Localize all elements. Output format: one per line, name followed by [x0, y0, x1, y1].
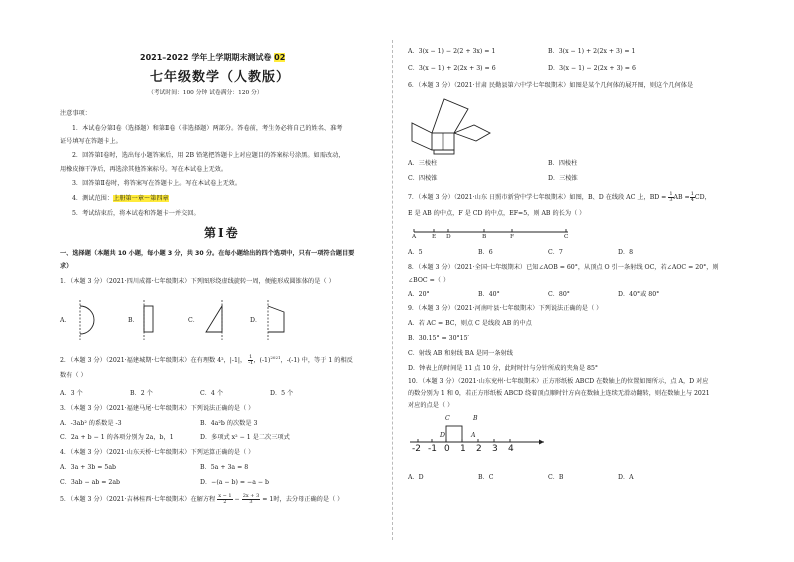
- q1-figure-b-rectangle: [138, 298, 162, 342]
- q7-point-a: A: [412, 234, 417, 240]
- column-divider: [392, 40, 393, 540]
- q1-stem: 1．（本题 3 分）（2021·四川成都·七年级期末）下列图形绕虚线旋转一周，便能形成圆锥体的是（ ）: [60, 278, 335, 285]
- q2-stem-a: 2．（本题 3 分）（2021·福建城期·七年级期末）在有理数 4²，|-1|，: [60, 357, 247, 365]
- q2-stem-d: 数有（ ）: [60, 372, 87, 379]
- q10-tick-4: 4: [508, 444, 514, 454]
- q7-point-f: F: [510, 234, 515, 240]
- note-3: 3．回答第Ⅱ卷时，将答案写在答题卡上。写在本试卷上无效。: [72, 180, 242, 187]
- q6-option-a: A．三棱柱: [408, 160, 438, 167]
- q2-frac-den: -1: [248, 360, 254, 367]
- q1-figure-c-triangle: [198, 298, 228, 342]
- q5-option-c: C．3(x − 1) + 2(2x + 3) = 6: [408, 65, 496, 72]
- exam-number: 02: [274, 53, 286, 62]
- q6-option-c: C．四棱锥: [408, 175, 438, 182]
- notes-heading: 注意事项：: [60, 110, 91, 117]
- q10-option-d: D．A: [618, 474, 634, 481]
- q7-stem-b: CD，: [694, 194, 711, 201]
- q7-stem-a: 7．（本题 3 分）（2021·山东 日照市新营中学七年级期末）如图，B、D 在线段 AC 上，BD =: [408, 194, 667, 201]
- q10-label-c: C: [445, 415, 450, 422]
- q5-fraction-1: [217, 494, 232, 505]
- q1-option-b: B．: [128, 317, 139, 324]
- q4-option-a: A．3a + 3b = 5ab: [60, 464, 117, 471]
- q3-option-d: D．多项式 x² − 1 是二次三项式: [200, 434, 290, 441]
- q9-option-d: D．钟表上的时间是 11 点 10 分，此时时针与分针所成的夹角是 85°: [408, 365, 599, 372]
- q2-frac-num: 1: [249, 354, 253, 361]
- q7-f2-den: 4: [690, 197, 694, 203]
- scope-label: 4．测试范围：: [72, 195, 114, 202]
- q10-tick-m1: -1: [428, 444, 437, 454]
- note-5: 5．考试结束后，将本试卷和答题卡一并交回。: [72, 210, 200, 217]
- q7-option-c: C．7: [548, 249, 563, 256]
- q5-fraction-2: [242, 494, 261, 505]
- q5-f1-num: x − 1: [218, 493, 232, 499]
- q2-stem: [60, 354, 353, 366]
- q5-stem: [60, 494, 343, 505]
- q7-point-c: C: [564, 234, 569, 240]
- q3-option-a: A．-3ab² 的系数是 -3: [60, 420, 122, 427]
- q1-option-d: D．: [250, 317, 262, 324]
- q6-option-b: B．四棱柱: [548, 160, 578, 167]
- q7-stem-c: E 是 AB 的中点，F 是 CD 的中点，EF=5，则 AB 的长为（ ）: [408, 210, 586, 217]
- q10-label-b: B: [473, 415, 478, 422]
- q8-option-d: D．40°或 80°: [618, 291, 660, 298]
- q8-option-b: B．40°: [478, 291, 500, 298]
- q10-tick-1: 1: [460, 444, 466, 454]
- q4-option-c: C．3ab − ab = 2ab: [60, 479, 120, 486]
- q10-tick-3: 3: [492, 444, 498, 454]
- q2-option-b: B．2 个: [130, 390, 153, 397]
- section-heading: 一、选择题（本题共 10 小题，每小题 3 分，共 30 分。在每小题给出的四个选项中，只有一项符合题目要: [60, 250, 355, 257]
- q10-label-d: D: [440, 432, 445, 439]
- year-title: [140, 52, 285, 63]
- q3-option-c: C．2a + b − 1 的各项分别为 2a，b，1: [60, 434, 174, 441]
- q7-option-a: A．5: [408, 249, 423, 256]
- note-1: 1．本试卷分第Ⅰ卷（选择题）和第Ⅱ卷（非选择题）两部分。答卷前，考生务必将自己的姓名、准考: [72, 125, 343, 132]
- q7-f2-num: 1: [690, 191, 694, 197]
- q3-stem: 3．（本题 3 分）（2021·福建马尾·七年级期末）下列说法正确的是（ ）: [60, 405, 255, 412]
- note-2: 2．回答第Ⅰ卷时，选出每小题答案后，用 2B 铅笔把答题卡上对应题目的答案标号涂黑。如需改动，: [72, 152, 345, 159]
- q7-f1-den: 3: [669, 197, 673, 203]
- q2-sup: 2021: [270, 355, 281, 360]
- q7-point-b: B: [482, 234, 487, 240]
- note-1b: 证号填写在答题卡上。: [60, 138, 122, 145]
- q7-point-e: E: [432, 234, 437, 240]
- q2-stem-c: ，-(-1) 中，等于 1 的相反: [280, 357, 353, 365]
- q6-stem: 6．（本题 3 分）（2021·甘肃 民勤县第六中学七年级期末）如图是某个几何体的展开图，则这个几何体是: [408, 82, 694, 89]
- subject-title: 七年级数学（人教版）: [150, 70, 291, 85]
- q2-option-d: D．5 个: [270, 390, 294, 397]
- q1-figure-a-semicircle: [72, 298, 102, 342]
- q5-minus: −: [232, 496, 242, 503]
- q10-stem-3: 对应的点是（ ）: [408, 402, 454, 409]
- q7-option-d: D．8: [618, 249, 634, 256]
- q5-f2-num: 2x + 3: [242, 493, 260, 499]
- exam-info: （考试时间：100 分钟 试卷满分：120 分）: [148, 90, 263, 96]
- q4-stem: 4．（本题 3 分）（2021·山东天桥·七年级期末）下列运算正确的是（ ）: [60, 449, 255, 456]
- q9-option-b: B．30.15° = 30°15′: [408, 335, 469, 342]
- section-heading-2: 求）: [60, 263, 73, 270]
- q9-option-a: A．若 AC = BC，则点 C 是线段 AB 的中点: [408, 320, 532, 327]
- scope-value: 上册第一章～第四章: [113, 195, 169, 202]
- q5-option-a: A．3(x − 1) − 2(2 + 3x) = 1: [408, 48, 496, 55]
- q9-option-c: C．射线 AB 和射线 BA 是同一条射线: [408, 350, 513, 357]
- q10-number-line-figure: [408, 420, 558, 460]
- q4-option-d: D．−(a − b) = −a − b: [200, 479, 269, 486]
- q10-option-b: B．C: [478, 474, 494, 481]
- q7-f1-num: 1: [669, 191, 673, 197]
- q7-point-d: D: [446, 234, 451, 240]
- q7-option-b: B．6: [478, 249, 493, 256]
- note-4: [72, 195, 169, 203]
- q5-option-b: B．3(x − 1) + 2(2x + 3) = 1: [548, 48, 636, 55]
- q8-option-c: C．80°: [548, 291, 570, 298]
- q1-option-a: A．: [60, 317, 71, 324]
- q1-option-c: C．: [188, 317, 199, 324]
- q4-option-b: B．5a + 3a = 8: [200, 464, 249, 471]
- q5-stem-a: 5．（本题 3 分）（2021·吉林桂西·七年级期末）在解方程: [60, 496, 216, 503]
- q8-stem: 8．（本题 3 分）（2021·全国·七年级期末）已知∠AOB = 60°，从顶点 O 引一条射线 OC，若∠AOC = 20°，则: [408, 264, 719, 271]
- q10-tick-0: 0: [444, 444, 450, 454]
- part-one-title: 第Ⅰ卷: [204, 226, 240, 240]
- q10-option-c: C．B: [548, 474, 564, 481]
- q3-option-b: B．4a²b 的次数是 3: [200, 420, 258, 427]
- q10-tick-m2: -2: [412, 444, 421, 454]
- year-title-text: 2021–2022 学年上学期期末测试卷: [140, 53, 272, 62]
- q7-mid: AB =: [673, 194, 690, 201]
- q2-stem-b: ，(-1): [253, 357, 271, 365]
- q8-stem-2: ∠BOC =（ ）: [408, 277, 450, 284]
- note-2b: 用橡皮擦干净后，再选涂其他答案标号。写在本试卷上无效。: [60, 166, 228, 173]
- q5-option-d: D．3(x − 1) − 2(2x + 3) = 6: [548, 65, 636, 72]
- q10-tick-2: 2: [476, 444, 482, 454]
- q2-option-c: C．4 个: [200, 390, 224, 397]
- q8-option-a: A．20°: [408, 291, 430, 298]
- q10-stem-2: 的数分别为 1 和 0，若正方形纸板 ABCD 绕着顶点顺时针方向在数轴上连续无滑动翻转，则在数轴上与 2021: [408, 390, 710, 397]
- q2-option-a: A．3 个: [60, 390, 83, 397]
- q5-stem-b: = 1时，去分母正确的是（ ）: [260, 496, 344, 503]
- q6-net-figure: [410, 95, 510, 155]
- q1-figure-d-trapezoid: [262, 298, 292, 342]
- q5-f2-den: 3: [249, 499, 253, 505]
- q6-option-d: D．三棱锥: [548, 175, 578, 182]
- q10-stem-1: 10．（本题 3 分）（2021·山东兖州·七年级期末）正方形纸板 ABCD 在数轴上的位置如图所示，点 A，D 对应: [408, 378, 709, 385]
- q10-option-a: A．D: [408, 474, 424, 481]
- q5-f1-den: 2: [223, 499, 227, 505]
- q9-stem: 9．（本题 3 分）（2021·河南叶县·七年级期末）下列说法正确的是（ ）: [408, 305, 603, 312]
- q10-label-a: A: [471, 432, 476, 439]
- q7-stem: [408, 192, 711, 203]
